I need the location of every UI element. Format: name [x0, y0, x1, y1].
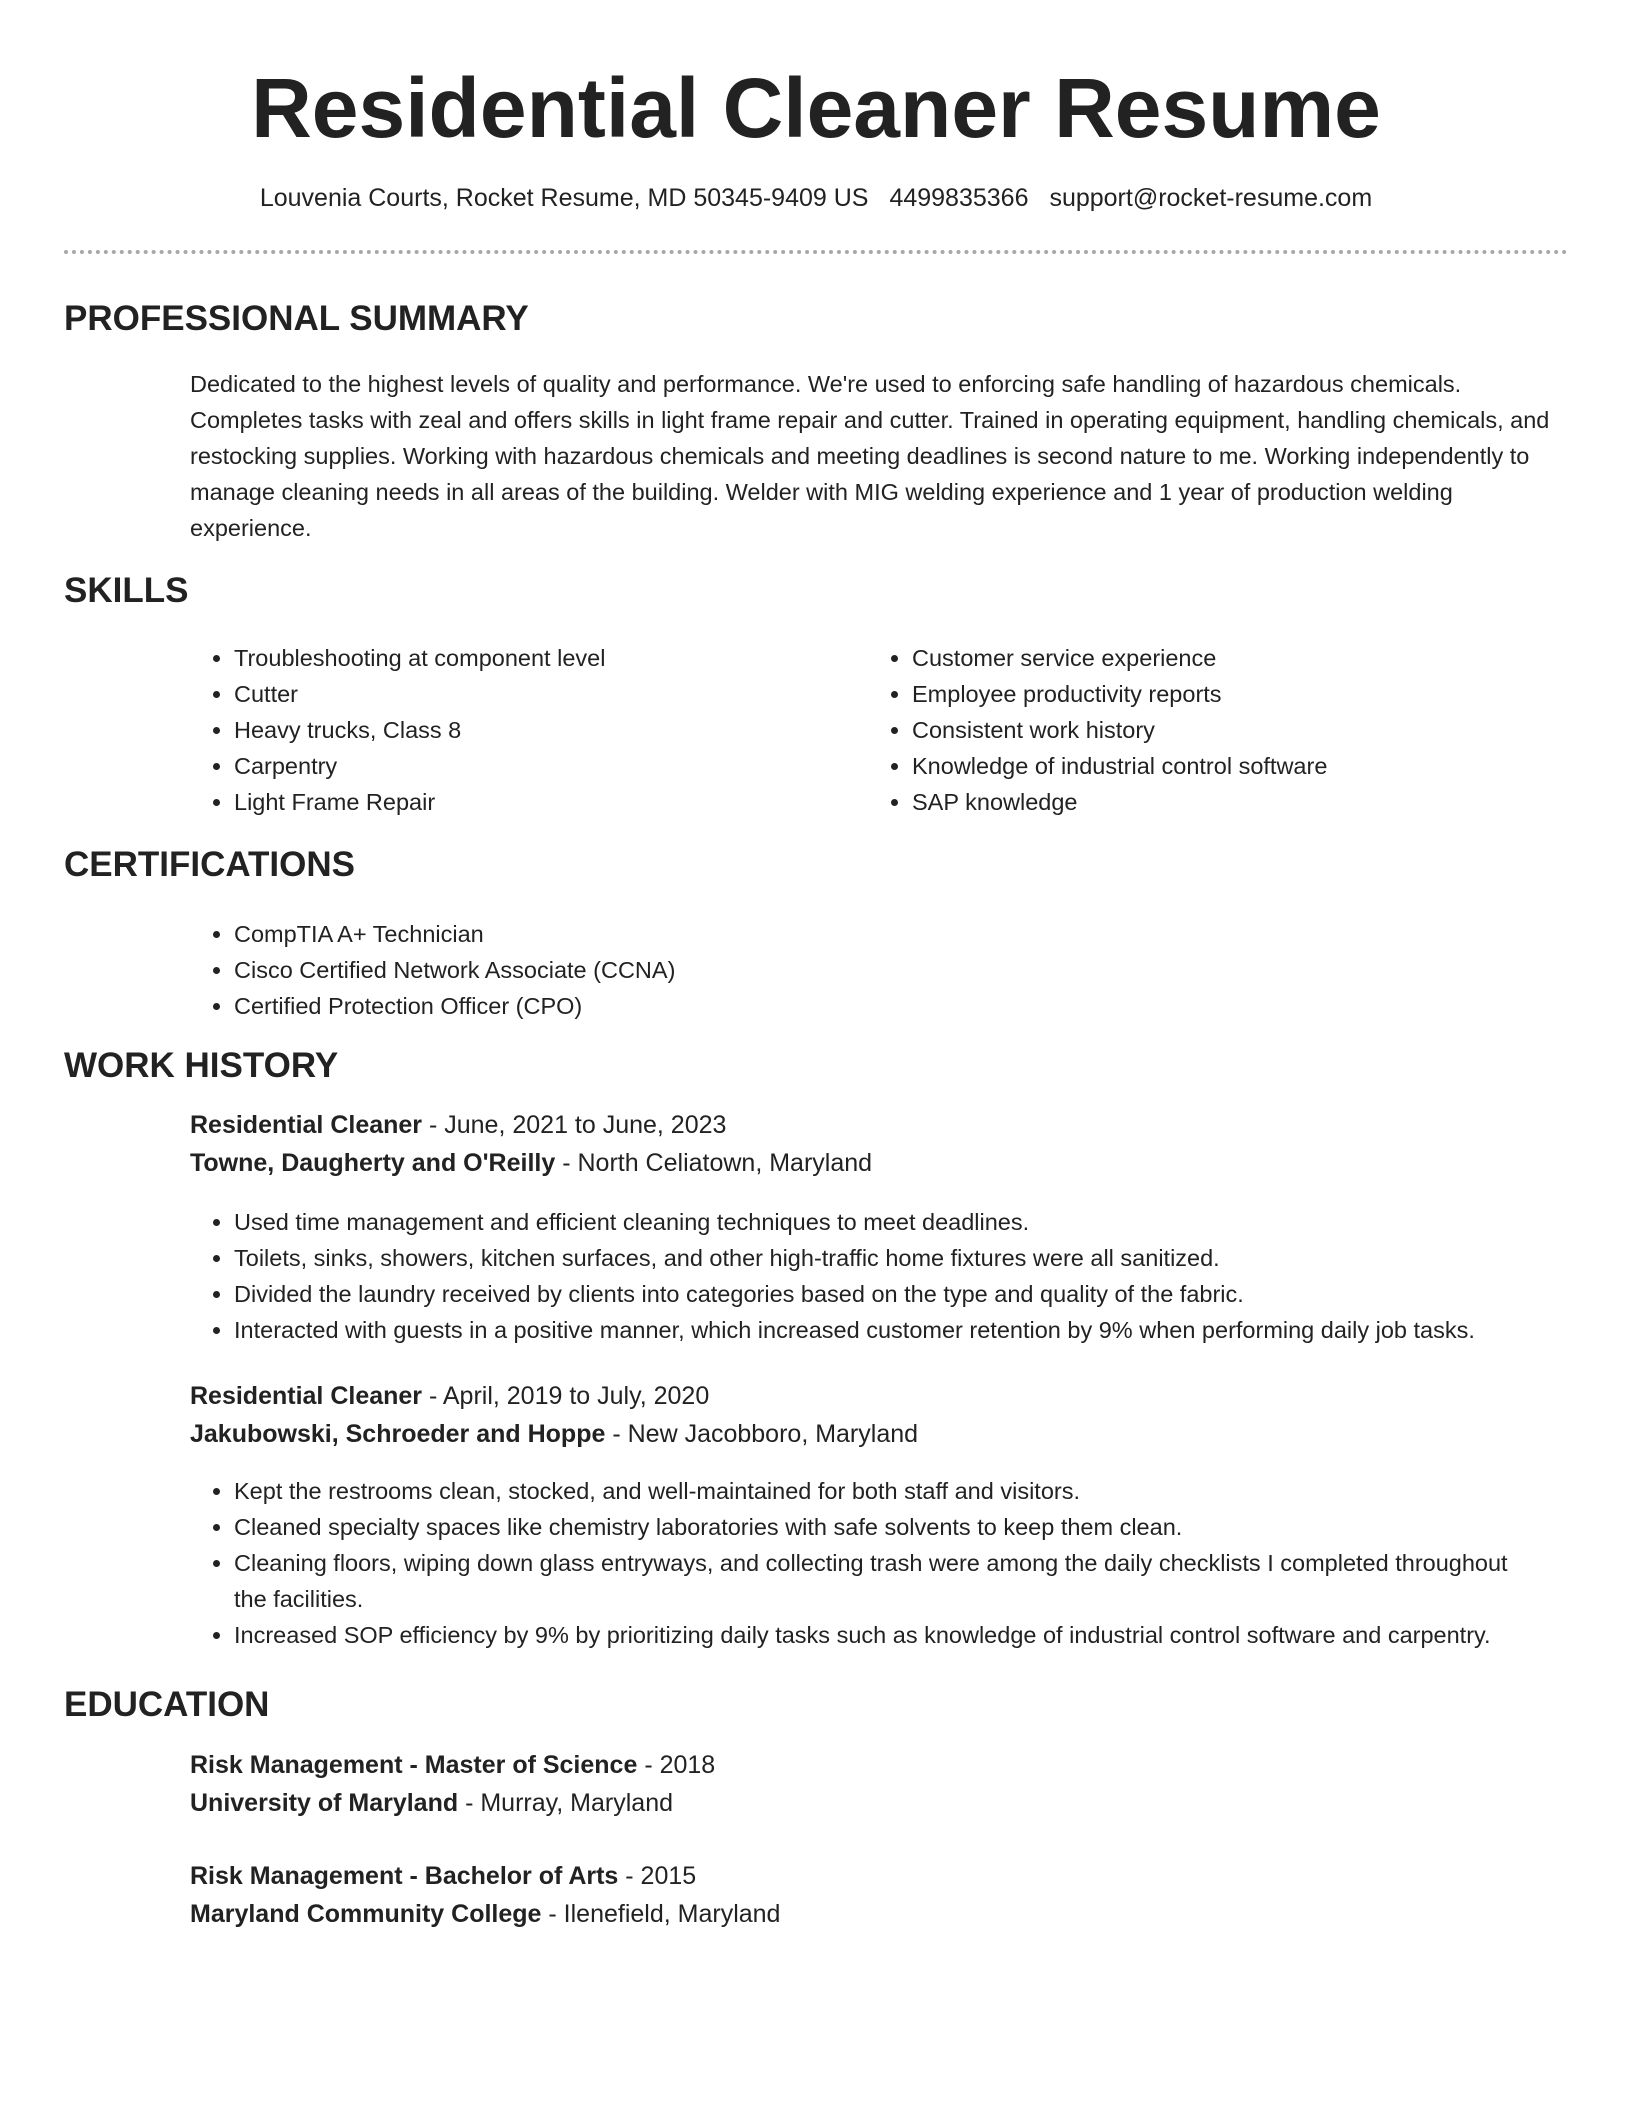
- school: University of Maryland: [190, 1789, 459, 1817]
- summary-text: Dedicated to the highest levels of quality and performance. We're used to enforcing safe handling of hazardous chemicals. Completes tasks with zeal and offers skills in light frame repair and cutter. Trained in operating equipment, handling chemicals, and restocking supplies. Working with hazardous chemicals and meeting deadlines is second nature to me. Working independently to manage cleaning needs in all areas of the building. Welder with MIG welding experience and 1 year of production welding experience.: [190, 371, 1550, 541]
- certification-item: • Certified Protection Officer (CPO): [234, 988, 1134, 1024]
- job-bullet: • Cleaned specialty spaces like chemistry laboratories with safe solvents to keep them clean.: [234, 1509, 1534, 1545]
- skill-item: • Employee productivity reports: [912, 676, 1612, 712]
- summary-heading: PROFESSIONAL SUMMARY: [64, 299, 529, 338]
- job-company: Towne, Daugherty and O'Reilly: [190, 1149, 556, 1177]
- skill-item: • Customer service experience: [912, 640, 1612, 676]
- job-location: - New Jacobboro, Maryland: [605, 1420, 919, 1448]
- degree: Risk Management - Bachelor of Arts: [190, 1862, 619, 1890]
- job-bullet: • Increased SOP efficiency by 9% by prioritizing daily tasks such as knowledge of industrial control software and carpentry.: [234, 1617, 1534, 1653]
- job-dates: - June, 2021 to June, 2023: [422, 1111, 727, 1139]
- school-location: - Murray, Maryland: [458, 1789, 673, 1817]
- skill-item: • Consistent work history: [912, 712, 1612, 748]
- job-title: Residential Cleaner: [190, 1111, 423, 1139]
- skills-list-left: [190, 640, 874, 820]
- skill-item: • Heavy trucks, Class 8: [234, 712, 874, 748]
- skill-item: • Troubleshooting at component level: [234, 640, 874, 676]
- degree-year: - 2015: [618, 1862, 697, 1890]
- job-company-line: [190, 1145, 872, 1181]
- job-title-line: [190, 1378, 709, 1414]
- resume-title: Residential Cleaner Resume: [251, 61, 1381, 155]
- school-line: [190, 1785, 673, 1821]
- degree: Risk Management - Master of Science: [190, 1751, 638, 1779]
- contact-line: [0, 180, 1632, 216]
- degree-line: [190, 1858, 696, 1894]
- degree-year: - 2018: [637, 1751, 716, 1779]
- school-line: [190, 1896, 780, 1932]
- job-bullet: • Used time management and efficient cleaning techniques to meet deadlines.: [234, 1204, 1632, 1240]
- job-bullet: • Toilets, sinks, showers, kitchen surfaces, and other high-traffic home fixtures were all sanitized.: [234, 1240, 1632, 1276]
- job-bullet: • Kept the restrooms clean, stocked, and well-maintained for both staff and visitors.: [234, 1473, 1534, 1509]
- contact-phone: 4499835366: [889, 184, 1029, 212]
- job-dates: - April, 2019 to July, 2020: [422, 1382, 710, 1410]
- job-bullets: [190, 1473, 1534, 1653]
- job-title-line: [190, 1107, 726, 1143]
- education-heading: EDUCATION: [64, 1685, 270, 1724]
- job-company: Jakubowski, Schroeder and Hoppe: [190, 1420, 606, 1448]
- skill-item: • SAP knowledge: [912, 784, 1612, 820]
- skill-item: • Knowledge of industrial control software: [912, 748, 1612, 784]
- job-bullets: [190, 1204, 1632, 1348]
- work-history-heading: WORK HISTORY: [64, 1046, 339, 1085]
- job-bullet: • Interacted with guests in a positive manner, which increased customer retention by 9% when performing daily job tasks.: [234, 1312, 1632, 1348]
- skills-list-right: [868, 640, 1612, 820]
- skill-item: • Light Frame Repair: [234, 784, 874, 820]
- job-location: - North Celiatown, Maryland: [555, 1149, 873, 1177]
- certification-item: • CompTIA A+ Technician: [234, 916, 1134, 952]
- header-divider: [64, 250, 1568, 254]
- contact-email: support@rocket-resume.com: [1049, 184, 1373, 212]
- degree-line: [190, 1747, 715, 1783]
- job-bullet: • Divided the laundry received by clients into categories based on the type and quality of the fabric.: [234, 1276, 1632, 1312]
- job-title: Residential Cleaner: [190, 1382, 423, 1410]
- job-bullet: • Cleaning floors, wiping down glass entryways, and collecting trash were among the daily checklists I completed throughout the facilities.: [234, 1545, 1534, 1617]
- skills-heading: SKILLS: [64, 571, 189, 610]
- certifications-list: [190, 916, 1134, 1024]
- certifications-heading: CERTIFICATIONS: [64, 845, 356, 884]
- job-company-line: [190, 1416, 918, 1452]
- school-location: - Ilenefield, Maryland: [541, 1900, 781, 1928]
- skill-item: • Carpentry: [234, 748, 874, 784]
- skill-item: • Cutter: [234, 676, 874, 712]
- school: Maryland Community College: [190, 1900, 542, 1928]
- contact-address: Louvenia Courts, Rocket Resume, MD 50345-9409 US: [259, 184, 869, 212]
- certification-item: • Cisco Certified Network Associate (CCNA): [234, 952, 1134, 988]
